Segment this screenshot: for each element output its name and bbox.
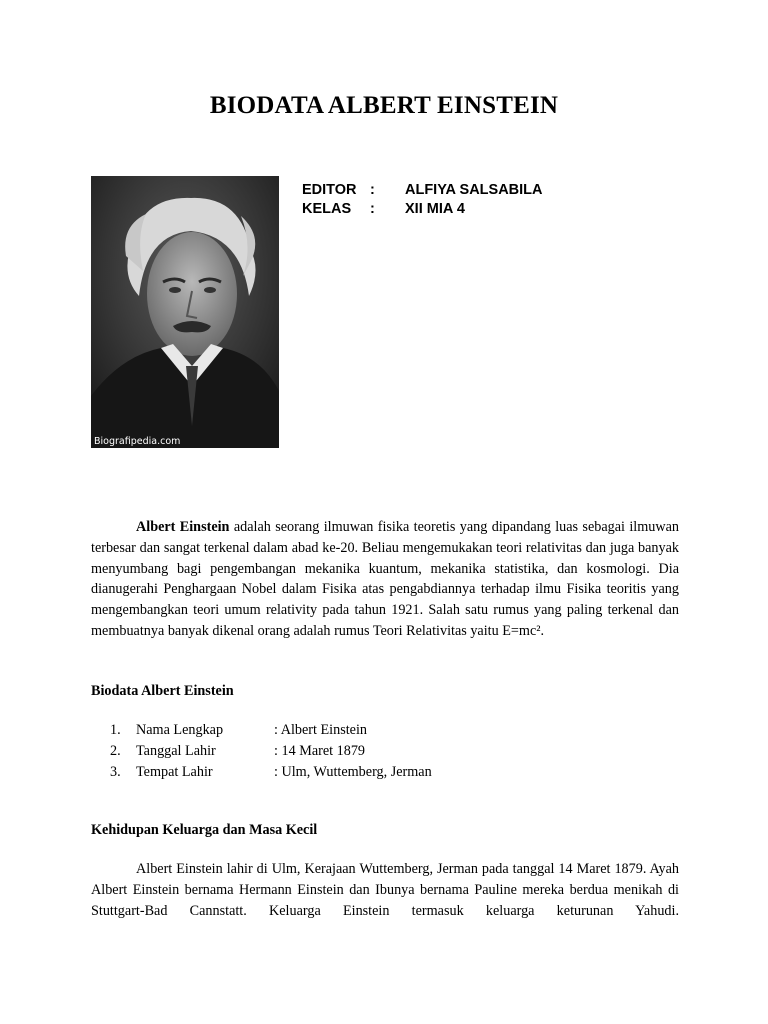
meta-value: ALFIYA SALSABILA [405,182,543,198]
meta-row-editor [302,181,543,200]
list-value: : Ulm, Wuttemberg, Jerman [274,763,432,780]
biodata-heading: Biodata Albert Einstein [91,683,234,699]
list-item [91,741,651,762]
list-key: Tanggal Lahir [136,742,216,759]
list-key: Tempat Lahir [136,763,213,780]
photo-watermark: Biografipedia.com [94,436,181,447]
intro-bold-name: Albert Einstein [136,519,230,535]
family-heading: Kehidupan Keluarga dan Masa Kecil [91,822,318,838]
intro-text: adalah seorang ilmuwan fisika teoretis yang dipandang luas sebagai ilmuwan terbesar dan sangat terkenal dalam abad ke-20. Beliau mengemukakan teori relativitas dan juga banyak menyumbang bagi pengembangan mekanika kuantum, mekanika statistika, dan kosmologi. Dia dianugerahi Penghargaan Nobel dalam Fisika atas pengabdiannya terhadap ilmu Fisika teoritis yang mengembangkan teori umum relativity pada tahun 1921. Salah satu rumus yang paling terkenal dan membuatnya banyak dikenal orang adalah rumus Teori Relativitas yaitu E=mc². [91,519,679,639]
family-paragraph: Albert Einstein lahir di Ulm, Kerajaan Wuttemberg, Jerman pada tanggal 14 Maret 1879. Ayah Albert Einstein bernama Hermann Einstein dan Ibunya bernama Pauline mereka berdua menikah di Stuttgart-Bad Cannstatt. Keluarga Einstein termasuk keluarga keturunan Yahudi. [91,861,679,919]
list-value: : 14 Maret 1879 [274,742,366,759]
biodata-list [91,720,651,782]
list-number: 2. [110,742,121,759]
meta-value: XII MIA 4 [405,201,465,217]
list-key: Nama Lengkap [136,722,224,738]
list-item [91,720,651,741]
list-number: 3. [110,763,121,780]
meta-key: KELAS [302,201,352,217]
list-number: 1. [110,722,121,738]
meta-colon: : [370,201,375,217]
meta-row-kelas [302,200,543,219]
meta-colon: : [370,182,375,198]
list-value: : Albert Einstein [274,722,367,738]
document-title: BIODATA ALBERT EINSTEIN [209,92,559,119]
meta-key: EDITOR [302,182,357,198]
intro-paragraph [91,517,679,642]
portrait-photo [91,176,279,448]
list-item [91,762,651,783]
meta-block [302,181,543,219]
portrait-illustration [91,176,279,448]
